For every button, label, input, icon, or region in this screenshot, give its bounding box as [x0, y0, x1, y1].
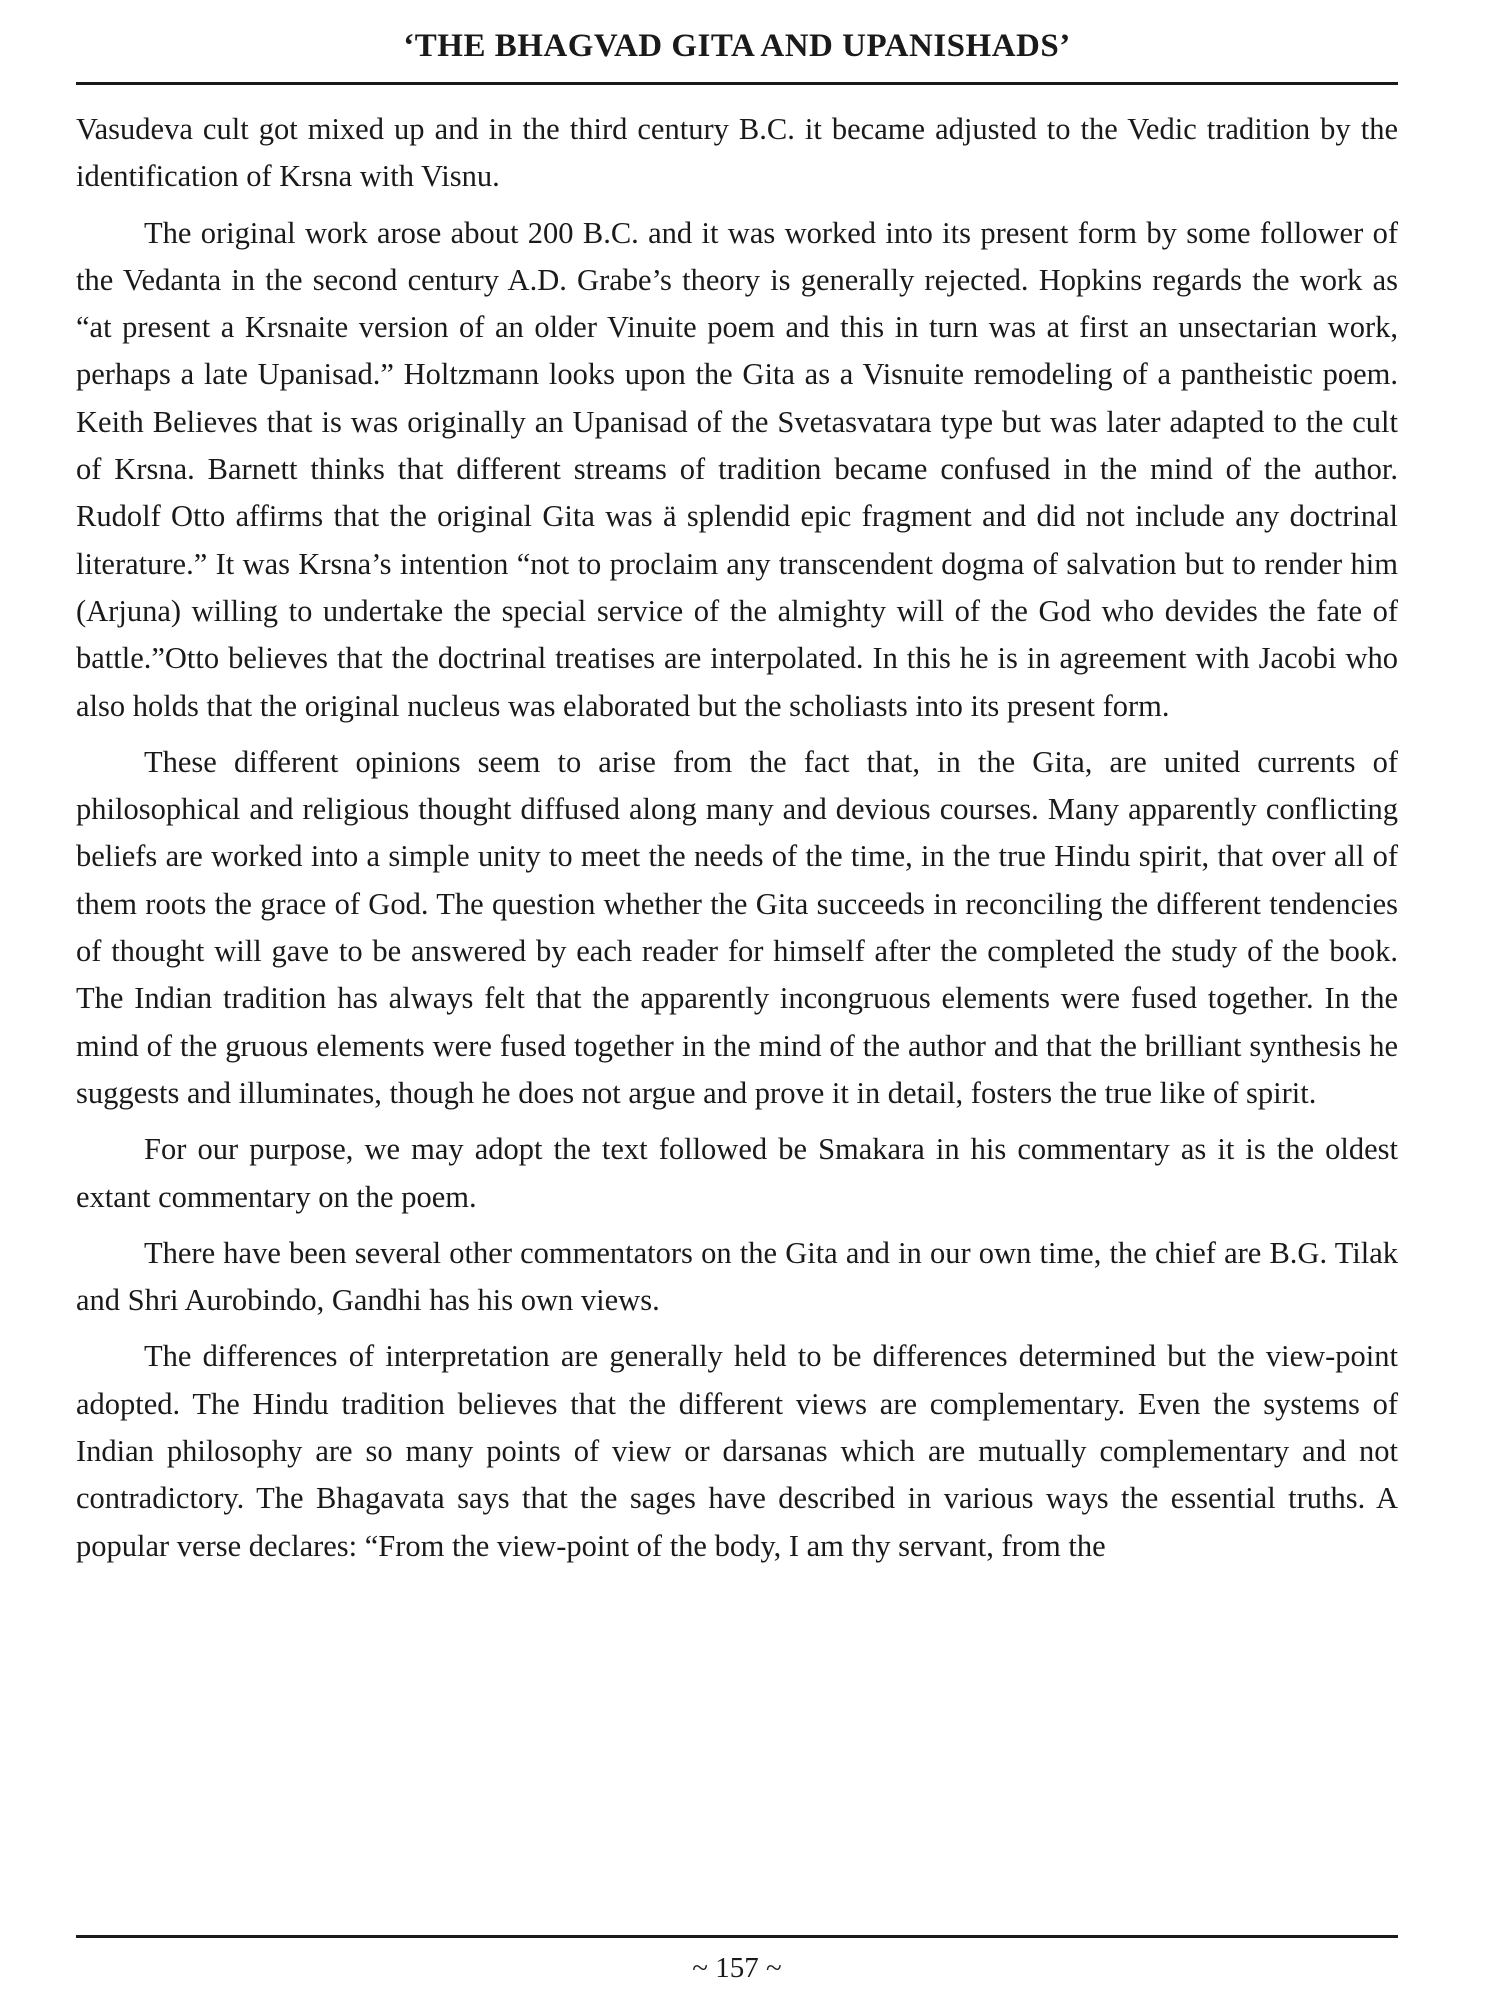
paragraph-interpretation: The differences of interpretation are generally held to be differences determined but the view-point adopted. The Hindu tradition believes that the different views are complementary. Even the systems of Indian philosophy are so many points of view or darsanas which are mutually complementary and not contradictory. The Bhagavata says that the sages have described in various ways the essential truths. A popular verse declares: “From the view-point of the body, I am thy servant, from the: [76, 1339, 1398, 1563]
paragraph-different-opinions: These different opinions seem to arise from the fact that, in the Gita, are united currents of philosophical and religious thought diffused along many and devious courses. Many apparently conflicting beliefs are worked into a simple unity to meet the needs of the time, in the true Hindu spirit, that over all of them roots the grace of God. The question whether the Gita succeeds in reconciling the different tendencies of thought will gave to be answered by each reader for himself after the completed the study of the book. The Indian tradition has always felt that the apparently incongruous elements were fused together. In the mind of the gruous elements were fused together in the mind of the author and that the brilliant synthesis he suggests and illuminates, though he does not argue and prove it in detail, fosters the true like of spirit.: [76, 744, 1398, 1110]
footer-divider: [76, 1935, 1398, 1938]
paragraph-commentators: There have been several other commentators on the Gita and in our own time, the chief are B.G. Tilak and Shri Aurobindo, Gandhi has his own views.: [76, 1235, 1398, 1318]
header-divider: [76, 82, 1398, 85]
paragraph-original-work: The original work arose about 200 B.C. and it was worked into its present form by some follower of the Vedanta in the second century A.D. Grabe’s theory is generally rejected. Hopkins regards the work as “at present a Krsnaite version of an older Vinuite poem and this in turn was at first an unsectarian work, perhaps a late Upanisad.” Holtzmann looks upon the Gita as a Visnuite remodeling of a pantheistic poem. Keith Believes that is was originally an Upanisad of the Svetasvatara type but was later adapted to the cult of Krsna. Barnett thinks that different streams of tradition became confused in the mind of the author. Rudolf Otto affirms that the original Gita was ä splendid epic fragment and did not include any doctrinal literature.” It was Krsna’s intention “not to proclaim any transcendent dogma of salvation but to render him (Arjuna) willing to undertake the special service of the almighty will of the God who devides the fate of battle.”Otto believes that the doctrinal treatises are interpolated. In this he is in agreement with Jacobi who also holds that the original nucleus was elaborated but the scholiasts into its present form.: [76, 215, 1398, 723]
book-page: [76, 0, 1398, 2000]
page-number: ~ 157 ~: [692, 1952, 782, 1984]
paragraph-our-purpose: For our purpose, we may adopt the text followed be Smakara in his commentary as it is the oldest extant commentary on the poem.: [76, 1132, 1398, 1214]
running-header-title: ‘THE BHAGVAD GITA AND UPANISHADS’: [403, 28, 1071, 64]
body-text: [76, 106, 1398, 1570]
paragraph-continuation: Vasudeva cult got mixed up and in the third century B.C. it became adjusted to the Vedic tradition by the identification of Krsna with Visnu.: [76, 112, 1398, 194]
